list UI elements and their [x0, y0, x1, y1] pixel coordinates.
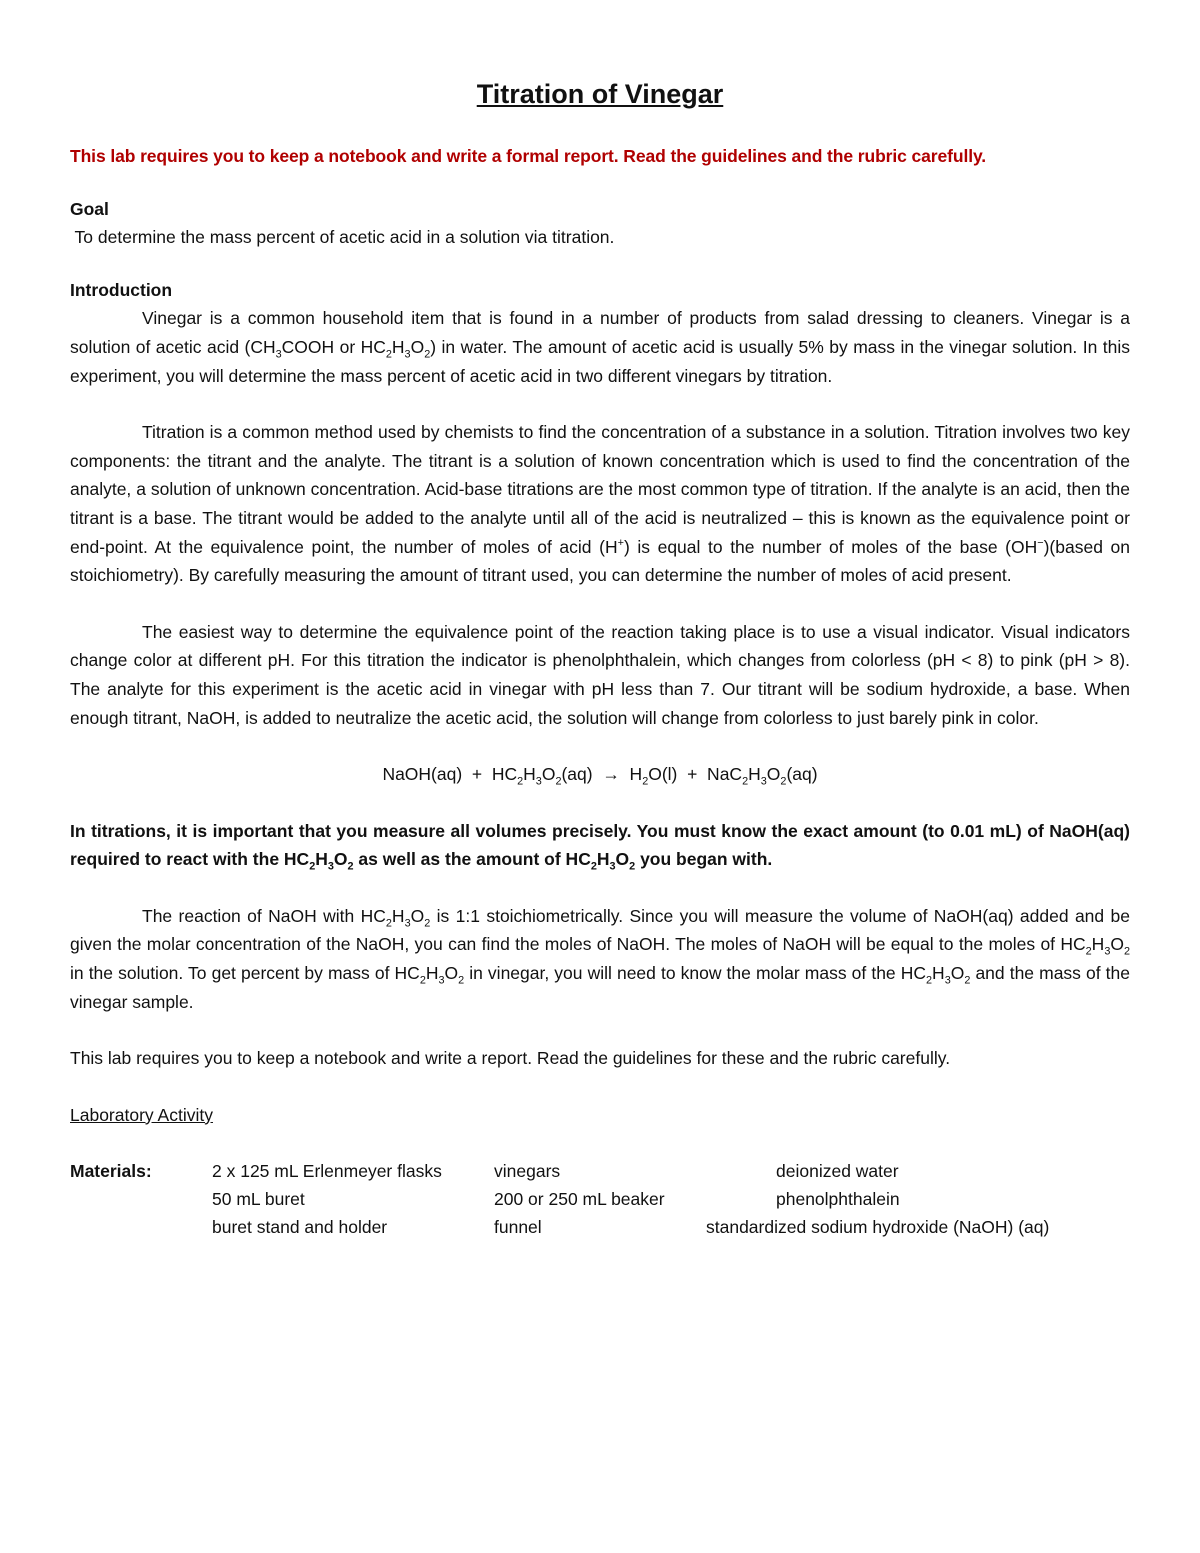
reaction-equation: NaOH(aq) + $HC_2H_3O_2(aq) \to H_2O(l) + NaC_2H_3O_2(aq)$ — [382, 764, 818, 788]
introduction-heading: Introduction — [70, 279, 173, 300]
important-note: In titrations, it is important that you measure all volumes precisely. You must know the exact amount (to 0.01 mL) of NaOH(aq) required to react with the $HC_2H_3O_2$ as well as the amount of $HC_2H_3O_2$ you began with. — [70, 820, 1130, 873]
material-item: standardized sodium hydroxide (NaOH) (aq) — [706, 1217, 1050, 1238]
material-item: 2 x 125 mL Erlenmeyer flasks — [212, 1161, 442, 1182]
material-item: funnel — [494, 1217, 542, 1238]
document-page — [70, 70, 1130, 1247]
material-item: 50 mL buret — [212, 1189, 305, 1210]
intro-paragraph-1: Vinegar is a common household item that is found in a number of products from salad dressing to cleaners. Vinegar is a solution of acetic acid ($CH_3COOH$ or $HC_2H_3O_2$) in water. The amount of acetic acid is usually 5% by mass in the vinegar solution. In this experiment, you will determine the mass percent of acetic acid in two different vinegars by titration. — [70, 308, 1131, 386]
material-item: buret stand and holder — [212, 1217, 388, 1238]
material-item: 200 or 250 mL beaker — [494, 1189, 665, 1210]
intro-paragraph-3: The easiest way to determine the equivalence point of the reaction taking place is to use a visual indicator. Visual indicators change color at different pH. For this titration the indicator is phenolphthalein, which changes from colorless (pH < 8) to pink (pH > 8). The analyte for this experiment is the acetic acid in vinegar with pH less than 7. Our titrant will be sodium hydroxide, a base. When enough titrant, NaOH, is added to neutralize the acetic acid, the solution will change from colorless to just barely pink in color. — [70, 621, 1130, 728]
goal-text: To determine the mass percent of acetic acid in a solution via titration. — [70, 227, 615, 248]
intro-paragraph-4: The reaction of NaOH with $HC_2H_3O_2$ is 1:1 stoichiometrically. Since you will measure the volume of NaOH(aq) added and be given the molar concentration of the NaOH, you can find the moles of NaOH. The moles of NaOH will be equal to the moles of $HC_2H_3O_2$ in the solution. To get percent by mass of $HC_2H_3O_2$ in vinegar, you will need to know the molar mass of the $HC_2H_3O_2$ and the mass of the vinegar sample. — [70, 905, 1130, 1012]
material-item: phenolphthalein — [776, 1189, 900, 1210]
material-item: vinegars — [494, 1161, 561, 1182]
materials-label: Materials: — [70, 1161, 152, 1182]
document-title: Titration of Vinegar — [476, 79, 724, 109]
intro-paragraph-5: This lab requires you to keep a notebook and write a report. Read the guidelines for these and the rubric carefully. — [70, 1048, 951, 1069]
materials-list — [70, 1157, 1130, 1247]
notice-text: This lab requires you to keep a notebook and write a formal report. Read the guidelines and the rubric carefully. — [70, 146, 987, 166]
goal-heading: Goal — [70, 198, 109, 219]
laboratory-activity-heading: Laboratory Activity — [70, 1104, 213, 1125]
intro-paragraph-2: Titration is a common method used by chemists to find the concentration of a substance in a solution. Titration involves two key components: the titrant and the analyte. The titrant is a solution of known concentration which is used to find the concentration of the analyte, a solution of unknown concentration. Acid-base titrations are the most common type of titration. If the analyte is an acid, then the titrant is a base. The titrant would be added to the analyte until all of the acid is neutralized – this is known as the equivalence point or end-point. At the equivalence point, the number of moles of acid (H+) is equal to the number of moles of the base (OH−)(based on stoichiometry). By carefully measuring the amount of titrant used, you can determine the number of moles of acid present. — [70, 422, 1130, 586]
material-item: deionized water — [776, 1161, 899, 1182]
